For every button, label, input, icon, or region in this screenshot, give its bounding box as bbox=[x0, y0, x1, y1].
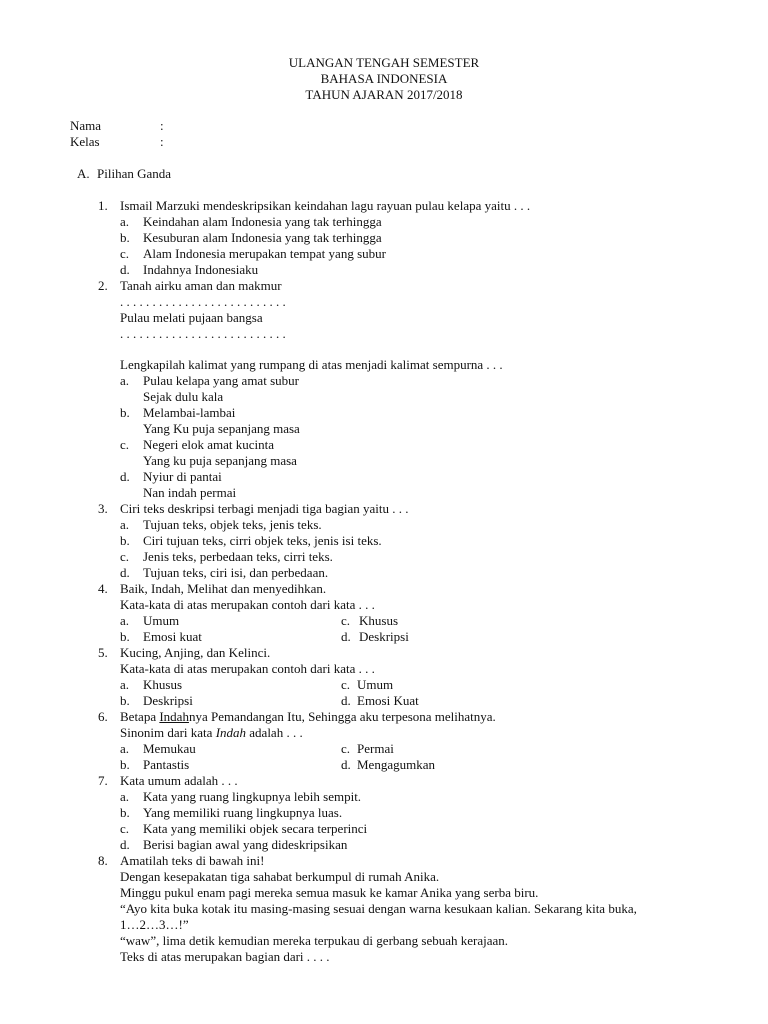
q2-option-line: Melambai-lambai bbox=[143, 405, 236, 420]
q7-option-letter: d. bbox=[120, 837, 130, 852]
q6-question-post: adalah . . . bbox=[246, 725, 303, 740]
nama-label: Nama bbox=[70, 118, 102, 133]
q4-option-text: Umum bbox=[143, 613, 180, 628]
q3-option-letter: c. bbox=[120, 549, 130, 564]
q1-option-letter: b. bbox=[120, 230, 130, 245]
q2-option-letter: a. bbox=[120, 373, 130, 388]
q6-question-pre: Sinonim dari kata bbox=[120, 725, 216, 740]
section-title: Pilihan Ganda bbox=[97, 166, 172, 181]
q5-option-letter: b. bbox=[120, 693, 130, 708]
q5-option-text: Emosi Kuat bbox=[357, 693, 419, 708]
q2-blank-line: . . . . . . . . . . . . . . . . . . . . . . . . . . bbox=[120, 294, 286, 309]
q4-option-text: Emosi kuat bbox=[143, 629, 202, 644]
q5-option-text: Deskripsi bbox=[143, 693, 193, 708]
q1-option-letter: d. bbox=[120, 262, 130, 277]
q2-option-line: Nan indah permai bbox=[143, 485, 237, 500]
q6-option-letter: b. bbox=[120, 757, 130, 772]
q6-option-text: Pantastis bbox=[143, 757, 190, 772]
q8-passage-line: “waw”, lima detik kemudian mereka terpukau di gerbang sebuah kerajaan. bbox=[120, 933, 509, 948]
q8-passage-line: “Ayo kita buka kotak itu masing-masing sesuai dengan warna kesukaan kalian. Sekarang kita buka, bbox=[120, 901, 637, 916]
q2-option-line: Sejak dulu kala bbox=[143, 389, 224, 404]
q2-option-line: Yang Ku puja sepanjang masa bbox=[143, 421, 300, 436]
q5-option-text: Umum bbox=[357, 677, 394, 692]
kelas-label: Kelas bbox=[70, 134, 100, 149]
q6-option-letter: c. bbox=[341, 741, 351, 756]
q7-option-text: Yang memiliki ruang lingkupnya luas. bbox=[143, 805, 343, 820]
q4-option-letter: a. bbox=[120, 613, 130, 628]
q8-question: Teks di atas merupakan bagian dari . . . . bbox=[120, 949, 330, 964]
q3-option-letter: d. bbox=[120, 565, 130, 580]
kelas-colon: : bbox=[160, 134, 164, 149]
q2-instruction: Lengkapilah kalimat yang rumpang di atas menjadi kalimat sempurna . . . bbox=[120, 357, 503, 372]
q1-option-text: Keindahan alam Indonesia yang tak terhingga bbox=[143, 214, 382, 229]
q4-text: Baik, Indah, Melihat dan menyedihkan. bbox=[120, 581, 327, 596]
q3-option-text: Jenis teks, perbedaan teks, cirri teks. bbox=[143, 549, 333, 564]
q5-option-letter: c. bbox=[341, 677, 351, 692]
q6-question bbox=[120, 725, 303, 740]
q6-underlined-word: Indah bbox=[159, 709, 189, 724]
q8-text: Amatilah teks di bawah ini! bbox=[120, 853, 265, 868]
q4-number: 4. bbox=[98, 581, 108, 596]
q6-option-letter: d. bbox=[341, 757, 351, 772]
q4-question: Kata-kata di atas merupakan contoh dari kata . . . bbox=[120, 597, 375, 612]
q6-number: 6. bbox=[98, 709, 108, 724]
q7-option-text: Berisi bagian awal yang dideskripsikan bbox=[143, 837, 348, 852]
q7-option-text: Kata yang memiliki objek secara terperinci bbox=[143, 821, 368, 836]
q3-option-text: Tujuan teks, objek teks, jenis teks. bbox=[143, 517, 322, 532]
exam-title: ULANGAN TENGAH SEMESTER bbox=[288, 55, 480, 70]
q3-option-text: Tujuan teks, ciri isi, dan perbedaan. bbox=[143, 565, 329, 580]
q4-option-letter: d. bbox=[341, 629, 351, 644]
q8-number: 8. bbox=[98, 853, 108, 868]
q2-option-line: Yang ku puja sepanjang masa bbox=[143, 453, 297, 468]
q3-number: 3. bbox=[98, 501, 108, 516]
q6-option-text: Memukau bbox=[143, 741, 196, 756]
q7-option-letter: c. bbox=[120, 821, 130, 836]
q1-option-letter: a. bbox=[120, 214, 130, 229]
q5-option-letter: d. bbox=[341, 693, 351, 708]
q5-option-letter: a. bbox=[120, 677, 130, 692]
q6-text bbox=[120, 709, 496, 724]
q5-text: Kucing, Anjing, dan Kelinci. bbox=[120, 645, 271, 660]
q3-option-letter: a. bbox=[120, 517, 130, 532]
q3-option-text: Ciri tujuan teks, cirri objek teks, jenis isi teks. bbox=[143, 533, 382, 548]
q4-option-letter: b. bbox=[120, 629, 130, 644]
q1-option-text: Kesuburan alam Indonesia yang tak terhingga bbox=[143, 230, 382, 245]
q3-text: Ciri teks deskripsi terbagi menjadi tiga bagian yaitu . . . bbox=[120, 501, 409, 516]
q8-passage-line: Dengan kesepakatan tiga sahabat berkumpul di rumah Anika. bbox=[120, 869, 440, 884]
q5-question: Kata-kata di atas merupakan contoh dari kata . . . bbox=[120, 661, 375, 676]
q2-blank-line: . . . . . . . . . . . . . . . . . . . . . . . . . . bbox=[120, 326, 286, 341]
q2-lyric-line: Pulau melati pujaan bangsa bbox=[120, 310, 263, 325]
q3-option-letter: b. bbox=[120, 533, 130, 548]
q7-option-letter: b. bbox=[120, 805, 130, 820]
q5-number: 5. bbox=[98, 645, 108, 660]
subject-title: BAHASA INDONESIA bbox=[320, 71, 448, 86]
q7-text: Kata umum adalah . . . bbox=[120, 773, 238, 788]
q2-option-letter: c. bbox=[120, 437, 130, 452]
q2-number: 2. bbox=[98, 278, 108, 293]
q6-option-text: Permai bbox=[357, 741, 394, 756]
nama-colon: : bbox=[160, 118, 164, 133]
q6-option-letter: a. bbox=[120, 741, 130, 756]
q2-option-letter: b. bbox=[120, 405, 130, 420]
q7-option-text: Kata yang ruang lingkupnya lebih sempit. bbox=[143, 789, 362, 804]
q6-text-post: nya Pemandangan Itu, Sehingga aku terpesona melihatnya. bbox=[188, 709, 496, 724]
q8-passage-line: Minggu pukul enam pagi mereka semua masuk ke kamar Anika yang serba biru. bbox=[120, 885, 539, 900]
q1-option-letter: c. bbox=[120, 246, 130, 261]
q1-option-text: Alam Indonesia merupakan tempat yang subur bbox=[143, 246, 386, 261]
q4-option-text: Khusus bbox=[359, 613, 399, 628]
section-letter: A. bbox=[77, 166, 90, 181]
q8-passage-line: 1…2…3…!” bbox=[120, 917, 189, 932]
q7-number: 7. bbox=[98, 773, 108, 788]
q5-option-text: Khusus bbox=[143, 677, 183, 692]
q2-option-line: Negeri elok amat kucinta bbox=[143, 437, 275, 452]
q2-option-line: Pulau kelapa yang amat subur bbox=[143, 373, 299, 388]
q1-number: 1. bbox=[98, 198, 108, 213]
q6-text-pre: Betapa bbox=[120, 709, 160, 724]
q6-italic-word: Indah bbox=[215, 725, 247, 740]
q7-option-letter: a. bbox=[120, 789, 130, 804]
q2-option-letter: d. bbox=[120, 469, 130, 484]
q1-text: Ismail Marzuki mendeskripsikan keindahan lagu rayuan pulau kelapa yaitu . . . bbox=[120, 198, 531, 213]
academic-year: TAHUN AJARAN 2017/2018 bbox=[305, 87, 463, 102]
q4-option-letter: c. bbox=[341, 613, 351, 628]
q2-lyric-line: Tanah airku aman dan makmur bbox=[120, 278, 282, 293]
q1-option-text: Indahnya Indonesiaku bbox=[143, 262, 259, 277]
q6-option-text: Mengagumkan bbox=[357, 757, 435, 772]
q2-option-line: Nyiur di pantai bbox=[143, 469, 222, 484]
q4-option-text: Deskripsi bbox=[359, 629, 409, 644]
